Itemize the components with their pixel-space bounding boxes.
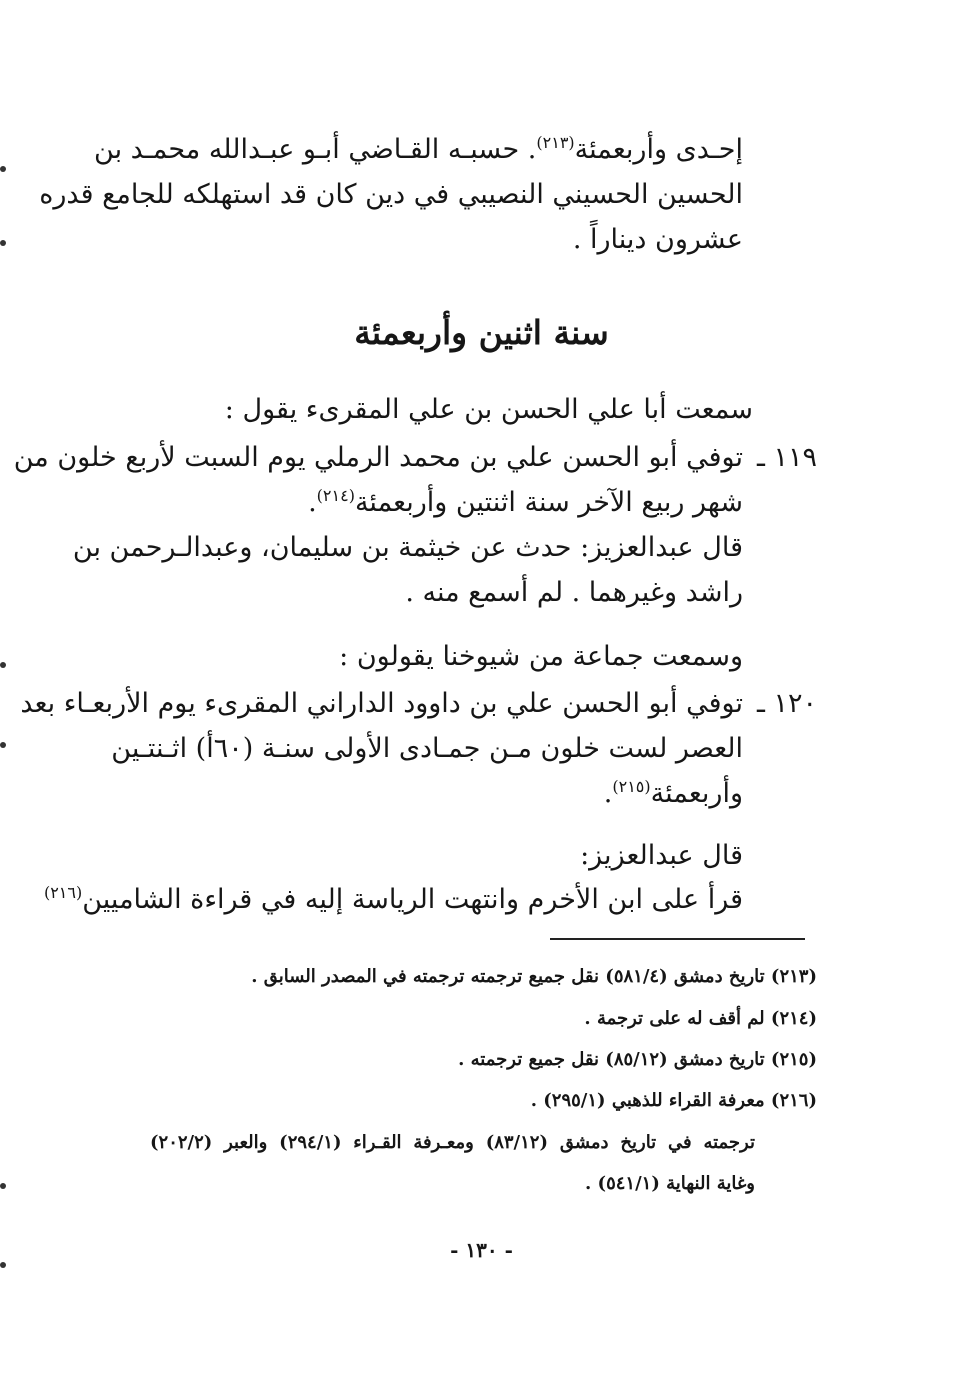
body-line: وأربعمئة$^{(٢١٥)}$. <box>603 777 743 809</box>
footnote: وغاية النهاية (٥٤١/١) . <box>585 1173 755 1194</box>
entry-number: ١١٩ ـ <box>756 442 817 473</box>
body-line: قال عبدالعزيز: حدث عن خيثمة بن سليمان، وعبدالـرحمن بن <box>72 532 743 563</box>
body-line: عشرون ديناراً . <box>572 224 743 255</box>
footnote: (٢١٥) تاريخ دمشق (٨٥/١٢) نقل جميع ترجمته . <box>458 1049 817 1070</box>
footnote-ref: (٢١٣) <box>536 133 575 152</box>
body-line: الحسين الحسيني النصيبي في دين كان قد استهلكه للجامع قدره <box>39 179 743 210</box>
scan-mark <box>0 662 6 668</box>
footnote: (٢١٣) تاريخ دمشق (٥٨١/٤) نقل جميع ترجمته ترجمته في المصدر السابق . <box>251 966 817 987</box>
body-line: توفي أبو الحسن علي بن محمد الرملي يوم السبت لأربع خلون من <box>13 442 743 473</box>
body-line: قال عبدالعزيز: <box>580 840 743 871</box>
footnote-ref: (٢١٥) <box>612 777 651 796</box>
footnote: (٢١٤) لم أقف له على ترجمة . <box>584 1008 817 1029</box>
footnote-ref: (٢١٦) <box>43 883 83 902</box>
scan-mark <box>0 1183 6 1189</box>
body-line: سمعت أبا علي الحسن بن علي المقرىء يقول : <box>224 394 753 425</box>
body-line: شهر ربيع الآخر سنة اثنتين وأربعمئة$^{(٢١٤)}$. <box>308 486 743 518</box>
footnote-separator <box>550 938 805 940</box>
page-number: - ١٣٠ - <box>450 1238 513 1262</box>
footnote: ترجمته في تاريخ دمشق (٨٣/١٢) ومعـرفة القـراء (٢٩٤/١) والعبر (٢٠٢/٢) <box>150 1132 756 1153</box>
scan-mark <box>0 240 6 246</box>
footnote: (٢١٦) معرفة القراء للذهبي (٢٩٥/١) . <box>530 1090 817 1111</box>
entry-number: ١٢٠ ـ <box>756 688 817 719</box>
body-line: وسمعت جماعة من شيوخنا يقولون : <box>339 641 743 672</box>
scan-mark <box>0 166 6 172</box>
scan-mark <box>0 1262 6 1268</box>
body-line: توفي أبو الحسن علي بن داوود الداراني المقرىء يوم الأربعـاء بعد <box>20 688 743 719</box>
section-heading: سنة اثنين وأربعمئة <box>354 313 609 352</box>
scan-mark <box>0 742 6 748</box>
body-line: راشد وغيرهما . لم أسمع منه . <box>405 577 743 608</box>
footnote-ref: (٢١٤) <box>316 486 355 505</box>
body-line: العصر لست خلون مـن جمـادى الأولى سنـة (٦٠أ) اثـنتـين <box>111 733 743 764</box>
body-line: قرأ على ابن الأخرم وانتهت الرياسة إليه في قراءة الشاميين$^{(٢١٦)}$ <box>43 883 743 915</box>
body-line: إحـدى وأربعمئة$^{(٢١٣)}$. حسبـه القـاضي أبـو عبـدالله محمـد بن <box>94 133 743 165</box>
